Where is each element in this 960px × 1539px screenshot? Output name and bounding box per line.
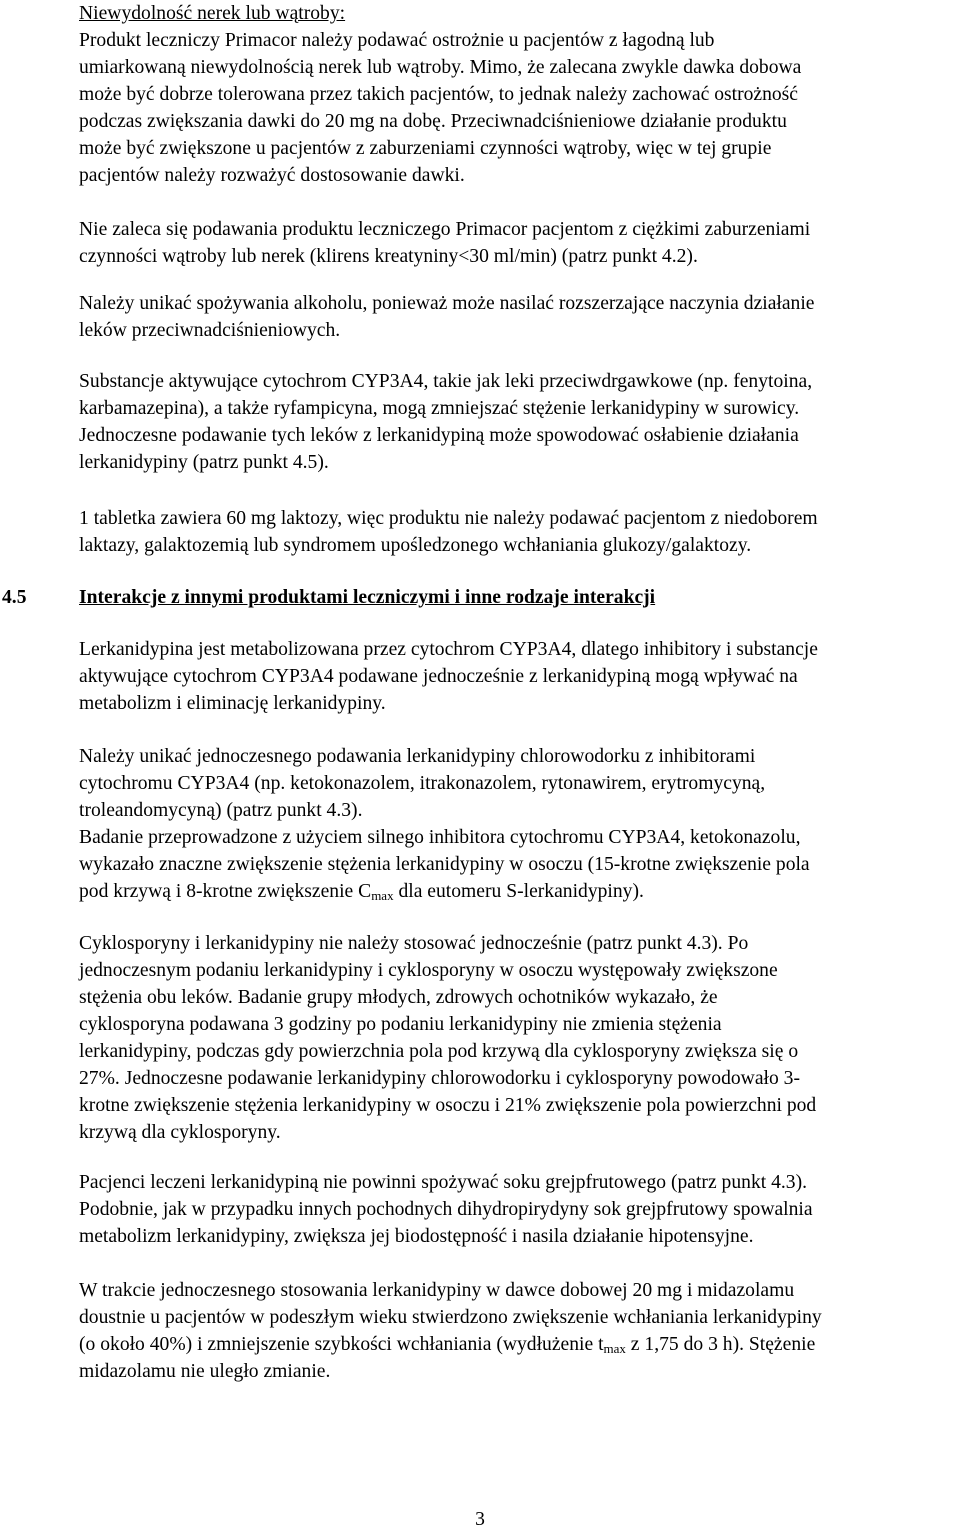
text-line: Należy unikać jednoczesnego podawania lerkanidypiny chlorowodorku z inhibitorami <box>79 746 756 767</box>
section-number: 4.5 <box>2 587 27 608</box>
subscript-max: max <box>371 888 394 903</box>
paragraph-alcohol <box>79 290 814 344</box>
paragraph-cyclosporine <box>79 930 816 1146</box>
text-segment: z 1,75 do 3 h). Stężenie <box>625 1334 816 1355</box>
text-line: Produkt leczniczy Primacor należy podawać ostrożnie u pacjentów z łagodną lub <box>79 30 715 51</box>
text-line: karbamazepina), a także ryfampicyna, mogą zmniejszać stężenie lerkanidypiny w surowicy. <box>79 398 800 419</box>
text-line: krzywą dla cyklosporyny. <box>79 1122 281 1143</box>
paragraph-grapefruit <box>79 1169 813 1250</box>
text-line: doustnie u pacjentów w podeszłym wieku stwierdzono zwiększenie wchłaniania lerkanidypiny <box>79 1307 822 1328</box>
paragraph-cyp3a4-metabolism <box>79 636 818 717</box>
text-line: leków przeciwnadciśnieniowych. <box>79 320 341 341</box>
text-line: jednoczesnym podaniu lerkanidypiny i cyklosporyny w osoczu występowały zwiększone <box>79 960 778 981</box>
text-line-tmax <box>79 1331 822 1358</box>
text-line: może być zwiększone u pacjentów z zaburzeniami czynności wątroby, więc w tej grupie <box>79 138 772 159</box>
text-line: aktywujące cytochrom CYP3A4 podawane jednocześnie z lerkanidypiną mogą wpływać na <box>79 666 798 687</box>
text-line: cyklosporyna podawana 3 godziny po podaniu lerkanidypiny nie zmienia stężenia <box>79 1014 722 1035</box>
section-title: Interakcje z innymi produktami leczniczymi i inne rodzaje interakcji <box>79 587 656 608</box>
text-line: Nie zaleca się podawania produktu leczniczego Primacor pacjentom z ciężkimi zaburzeniami <box>79 219 811 240</box>
text-line: midazolamu nie uległo zmianie. <box>79 1361 331 1382</box>
text-line-cmax <box>79 878 810 905</box>
subheading-renal-hepatic: Niewydolność nerek lub wątroby: <box>79 3 346 24</box>
subscript-max: max <box>603 1341 626 1356</box>
paragraph-cyp3a4-inducers <box>79 368 812 476</box>
text-line: Lerkanidypina jest metabolizowana przez cytochrom CYP3A4, dlatego inhibitory i substancje <box>79 639 818 660</box>
text-line: Jednoczesne podawanie tych leków z lerkanidypiną może spowodować osłabienie działania <box>79 425 799 446</box>
page-number: 3 <box>475 1509 485 1530</box>
text-line: W trakcie jednoczesnego stosowania lerkanidypiny w dawce dobowej 20 mg i midazolamu <box>79 1280 795 1301</box>
text-line: umiarkowaną niewydolnością nerek lub wątroby. Mimo, że zalecana zwykle dawka dobowa <box>79 57 802 78</box>
text-segment: dla eutomeru S-lerkanidypiny). <box>393 881 644 902</box>
text-line: pacjentów należy rozważyć dostosowanie dawki. <box>79 165 465 186</box>
text-line: może być dobrze tolerowana przez takich pacjentów, to jednak należy zachować ostrożność <box>79 84 799 105</box>
text-line: troleandomycyną) (patrz punkt 4.3). <box>79 800 363 821</box>
paragraph-dosing-caution <box>79 27 801 189</box>
text-segment: pod krzywą i 8-krotne zwiększenie C <box>79 881 372 902</box>
text-line: Substancje aktywujące cytochrom CYP3A4, takie jak leki przeciwdrgawkowe (np. fenytoina, <box>79 371 813 392</box>
text-line: 27%. Jednoczesne podawanie lerkanidypiny chlorowodorku i cyklosporyny powodowało 3- <box>79 1068 800 1089</box>
text-line: cytochromu CYP3A4 (np. ketokonazolem, itrakonazolem, rytonawirem, erytromycyną, <box>79 773 766 794</box>
text-line: stężenia obu leków. Badanie grupy młodych, zdrowych ochotników wykazało, że <box>79 987 718 1008</box>
paragraph-midazolam <box>79 1277 822 1385</box>
text-line: laktazy, galaktozemią lub syndromem upośledzonego wchłaniania glukozy/galaktozy. <box>79 535 752 556</box>
text-line: 1 tabletka zawiera 60 mg laktozy, więc produktu nie należy podawać pacjentom z niedoborem <box>79 508 818 529</box>
paragraph-severe-impairment <box>79 216 810 270</box>
text-line: Należy unikać spożywania alkoholu, ponieważ może nasilać rozszerzające naczynia działanie <box>79 293 815 314</box>
text-line: lerkanidypiny, podczas gdy powierzchnia pola pod krzywą dla cyklosporyny zwiększa się o <box>79 1041 799 1062</box>
text-line: metabolizm i eliminację lerkanidypiny. <box>79 693 386 714</box>
text-line: czynności wątroby lub nerek (klirens kreatyniny<30 ml/min) (patrz punkt 4.2). <box>79 246 698 267</box>
text-segment: (o około 40%) i zmniejszenie szybkości wchłaniania (wydłużenie t <box>79 1334 604 1355</box>
paragraph-cyp3a4-inhibitors <box>79 743 810 905</box>
paragraph-lactose <box>79 505 818 559</box>
text-line: metabolizm lerkanidypiny, zwiększa jej biodostępność i nasila działanie hipotensyjne. <box>79 1226 754 1247</box>
text-line: podczas zwiększania dawki do 20 mg na dobę. Przeciwnadciśnieniowe działanie produktu <box>79 111 787 132</box>
text-line: Cyklosporyny i lerkanidypiny nie należy stosować jednocześnie (patrz punkt 4.3). Po <box>79 933 749 954</box>
text-line: Podobnie, jak w przypadku innych pochodnych dihydropirydyny sok grejpfrutowy spowalnia <box>79 1199 813 1220</box>
text-line: Badanie przeprowadzone z użyciem silnego inhibitora cytochromu CYP3A4, ketokonazolu, <box>79 827 801 848</box>
renal-hepatic-section <box>79 0 801 189</box>
text-line: lerkanidypiny (patrz punkt 4.5). <box>79 452 329 473</box>
text-line: Pacjenci leczeni lerkanidypiną nie powinni spożywać soku grejpfrutowego (patrz punkt 4.3). <box>79 1172 808 1193</box>
text-line: wykazało znaczne zwiększenie stężenia lerkanidypiny w osoczu (15-krotne zwiększenie pola <box>79 854 810 875</box>
text-line: krotne zwiększenie stężenia lerkanidypiny w osoczu i 21% zwiększenie pola powierzchni pod <box>79 1095 817 1116</box>
